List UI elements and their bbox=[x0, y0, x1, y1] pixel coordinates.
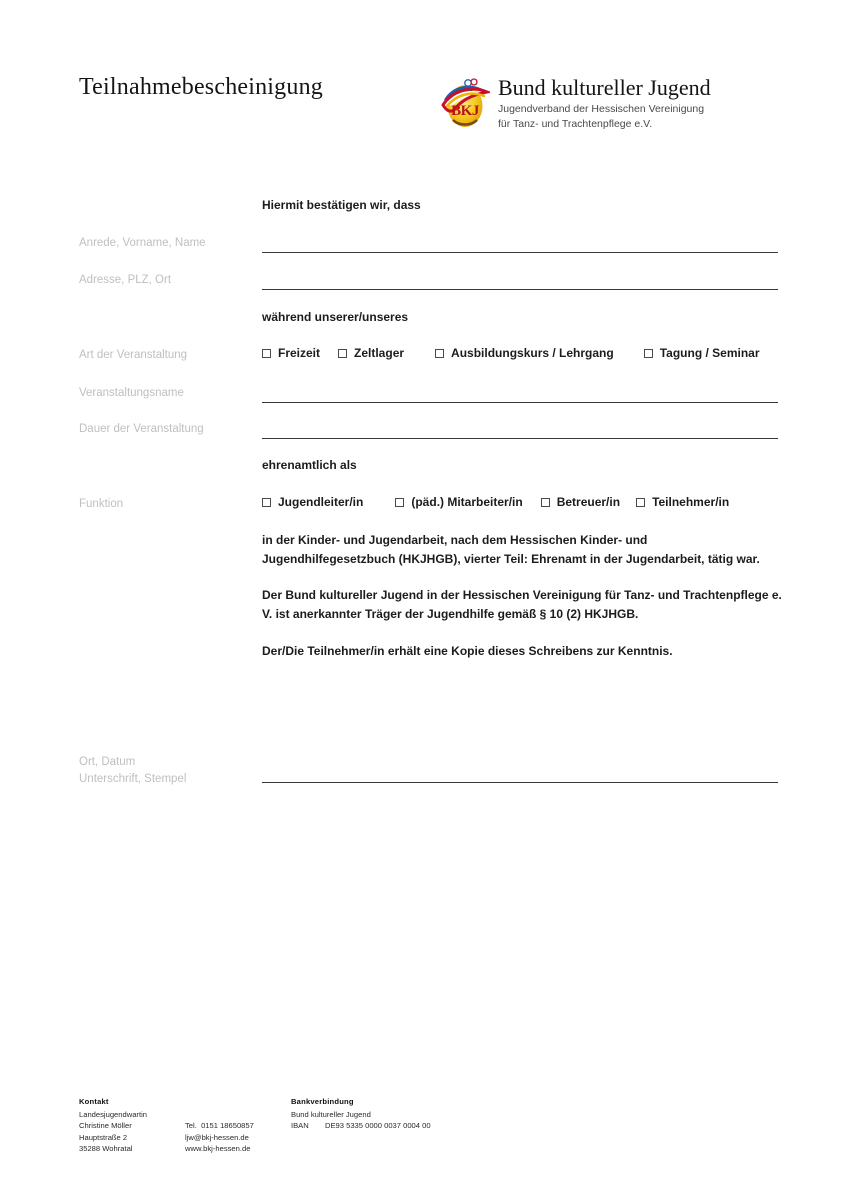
label-ort-datum: Ort, Datum bbox=[79, 756, 136, 768]
footer-contact-block bbox=[79, 1096, 254, 1155]
checkbox-option-teilnehmer[interactable] bbox=[636, 495, 729, 509]
paragraph-anerkannter-traeger: Der Bund kultureller Jugend in der Hessischen Vereinigung für Tanz- und Trachtenpflege e. V. ist anerkannter Träger der Jugendhilfe gemäß § 10 (2) HKJHGB. bbox=[262, 588, 782, 622]
footer-contact-street: Hauptstraße 2 bbox=[79, 1132, 128, 1142]
input-line-veranstaltungsname[interactable] bbox=[262, 402, 778, 403]
footer-spacer bbox=[185, 1109, 254, 1121]
footer-contact-role: Landesjugendwartin bbox=[79, 1109, 147, 1119]
option-label: Zeltlager bbox=[354, 346, 405, 360]
brand-name: Bund kultureller Jugend bbox=[498, 75, 711, 100]
ehrenamt-text: ehrenamtlich als bbox=[262, 458, 357, 472]
brand-subtitle-line-1: Jugendverband der Hessischen Vereinigung bbox=[498, 103, 705, 116]
checkbox-icon[interactable] bbox=[395, 498, 404, 507]
footer-phone-value: 0151 18650857 bbox=[201, 1121, 254, 1131]
label-adresse: Adresse, PLZ, Ort bbox=[79, 274, 172, 286]
option-label: (päd.) Mitarbeiter/in bbox=[411, 495, 523, 509]
footer-email[interactable]: ljw@bkj-hessen.de bbox=[185, 1132, 249, 1142]
footer-contact-name: Christine Möller bbox=[79, 1121, 132, 1131]
option-label: Freizeit bbox=[278, 346, 321, 360]
footer-bank-owner: Bund kultureller Jugend bbox=[291, 1109, 371, 1119]
option-label: Ausbildungskurs / Lehrgang bbox=[451, 346, 614, 360]
checkbox-icon[interactable] bbox=[435, 349, 444, 358]
label-dauer-der-veranstaltung: Dauer der Veranstaltung bbox=[79, 423, 204, 435]
input-line-dauer[interactable] bbox=[262, 438, 778, 439]
checkbox-option-betreuer[interactable] bbox=[541, 495, 620, 509]
footer-bank-block bbox=[291, 1096, 431, 1132]
footer-phone-label: Tel. bbox=[185, 1121, 197, 1131]
option-label: Jugendleiter/in bbox=[278, 495, 364, 509]
footer-contact-grid bbox=[79, 1109, 254, 1155]
option-label: Betreuer/in bbox=[556, 495, 621, 509]
checkbox-icon[interactable] bbox=[262, 498, 271, 507]
checkbox-option-tagung[interactable] bbox=[644, 346, 760, 360]
label-funktion: Funktion bbox=[79, 498, 124, 510]
svg-text:BKJ: BKJ bbox=[451, 103, 479, 119]
checkbox-option-jugendleiter[interactable] bbox=[262, 495, 363, 509]
footer-iban-label: IBAN bbox=[291, 1121, 309, 1131]
label-unterschrift-stempel: Unterschrift, Stempel bbox=[79, 773, 187, 785]
footer-iban-row bbox=[291, 1120, 431, 1132]
art-options-group bbox=[262, 346, 760, 360]
footer-website[interactable]: www.bkj-hessen.de bbox=[185, 1144, 251, 1154]
paragraph-kinder-jugendarbeit: in der Kinder- und Jugendarbeit, nach dem Hessischen Kinder- und Jugendhilfegesetzbuch (HKJHGB), vierter Teil: Ehrenamt in der Jugendarbeit, tätig war. bbox=[262, 533, 760, 567]
input-line-adresse[interactable] bbox=[262, 289, 778, 290]
label-anrede: Anrede, Vorname, Name bbox=[79, 237, 206, 249]
checkbox-option-zeltlager[interactable] bbox=[338, 346, 404, 360]
footer-iban-value: DE93 5335 0000 0037 0004 00 bbox=[325, 1121, 431, 1131]
checkbox-option-ausbildungskurs[interactable] bbox=[435, 346, 614, 360]
footer-contact-city: 35288 Wohratal bbox=[79, 1144, 133, 1154]
checkbox-icon[interactable] bbox=[338, 349, 347, 358]
footer-contact-heading: Kontakt bbox=[79, 1097, 109, 1106]
intro-text: Hiermit bestätigen wir, dass bbox=[262, 198, 421, 212]
during-text: während unserer/unseres bbox=[262, 310, 409, 324]
label-art-der-veranstaltung: Art der Veranstaltung bbox=[79, 349, 188, 361]
footer-bank-heading: Bankverbindung bbox=[291, 1097, 354, 1106]
paragraph-kopie-kenntnis: Der/Die Teilnehmer/in erhält eine Kopie dieses Schreibens zur Kenntnis. bbox=[262, 644, 673, 658]
checkbox-option-freizeit[interactable] bbox=[262, 346, 320, 360]
checkbox-icon[interactable] bbox=[541, 498, 550, 507]
signature-line[interactable] bbox=[262, 782, 778, 783]
checkbox-icon[interactable] bbox=[262, 349, 271, 358]
funktion-options-group bbox=[262, 495, 729, 509]
footer-phone bbox=[185, 1120, 254, 1132]
checkbox-icon[interactable] bbox=[636, 498, 645, 507]
option-label: Teilnehmer/in bbox=[652, 495, 730, 509]
checkbox-option-paed-mitarbeiter[interactable] bbox=[395, 495, 522, 509]
page-title: Teilnahmebescheinigung bbox=[79, 74, 323, 100]
checkbox-icon[interactable] bbox=[644, 349, 653, 358]
brand-subtitle-line-2: für Tanz- und Trachtenpflege e.V. bbox=[498, 117, 653, 130]
input-line-anrede[interactable] bbox=[262, 252, 778, 253]
option-label: Tagung / Seminar bbox=[659, 346, 760, 360]
label-veranstaltungsname: Veranstaltungsname bbox=[79, 387, 184, 399]
